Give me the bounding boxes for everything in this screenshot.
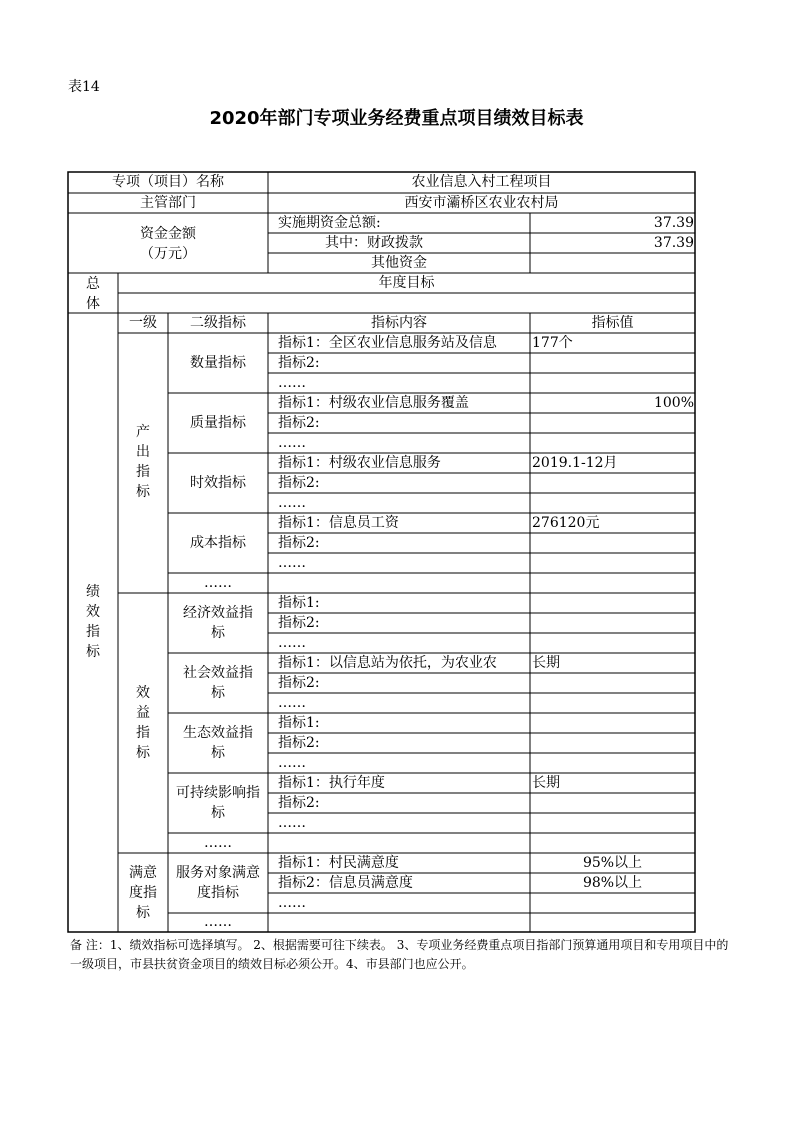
- project-name-label: 专项（项目）名称: [112, 174, 224, 190]
- cost-indicator-1: 指标1：信息员工资: [278, 515, 399, 531]
- timeliness-indicator-1: 指标1：村级农业信息服务: [278, 455, 441, 471]
- cost-indicator-2: 指标2:: [278, 535, 320, 551]
- service-indicator-2: 指标2：信息员满意度: [278, 875, 413, 891]
- table-number: 表14: [68, 79, 100, 95]
- fiscal-funds-value: 37.39: [653, 235, 694, 251]
- sustain-ellipsis: ……: [278, 815, 306, 831]
- social-indicator-label: 社会效益指标: [183, 665, 253, 701]
- economic-indicator-label: 经济效益指标: [183, 605, 253, 641]
- sustain-indicator-label: 可持续影响指标: [176, 785, 260, 821]
- timeliness-indicator-1-value: 2019.1-12月: [532, 455, 618, 471]
- cost-indicator-1-value: 276120元: [532, 515, 600, 531]
- social-indicator-2: 指标2:: [278, 675, 320, 691]
- total-funds-label: 实施期资金总额:: [278, 215, 381, 231]
- timeliness-indicator-label: 时效指标: [190, 475, 246, 491]
- satisfaction-indicators-label: 满意度指标: [129, 865, 157, 921]
- ecological-indicator-label: 生态效益指标: [183, 725, 253, 761]
- quality-indicator-1: 指标1：村级农业信息服务覆盖: [278, 395, 469, 411]
- benefit-indicators-label: 效益指标: [136, 685, 150, 761]
- service-indicator-1-value: 95%以上: [582, 855, 643, 871]
- timeliness-ellipsis: ……: [278, 495, 306, 511]
- sustain-indicator-1: 指标1：执行年度: [278, 775, 385, 791]
- economic-indicator-1: 指标1:: [278, 595, 320, 611]
- timeliness-indicator-2: 指标2:: [278, 475, 320, 491]
- col-level1: 一级: [129, 315, 157, 331]
- quantity-indicator-1-value: 177个: [532, 335, 573, 351]
- dept-label: 主管部门: [140, 195, 196, 211]
- benefit-ellipsis: ……: [204, 835, 232, 851]
- page-title: 2020年部门专项业务经费重点项目绩效目标表: [209, 108, 584, 129]
- cost-ellipsis: ……: [278, 555, 306, 571]
- quantity-indicator-2: 指标2:: [278, 355, 320, 371]
- service-ellipsis: ……: [278, 895, 306, 911]
- service-indicator-2-value: 98%以上: [582, 875, 643, 891]
- service-satisfaction-label: 服务对象满意度指标: [176, 865, 260, 901]
- output-indicators-label: 产出指标: [136, 424, 150, 500]
- sustain-indicator-1-value: 长期: [532, 775, 560, 791]
- sustain-indicator-2: 指标2:: [278, 795, 320, 811]
- fiscal-funds-label: 其中：财政拨款: [325, 235, 423, 251]
- col-level2: 二级指标: [190, 315, 246, 331]
- service-indicator-1: 指标1：村民满意度: [278, 855, 399, 871]
- project-name: 农业信息入村工程项目: [411, 174, 552, 190]
- annual-goal-label: 年度目标: [378, 275, 435, 291]
- funds-unit: （万元）: [140, 246, 196, 262]
- funds-label: 资金金额: [140, 226, 196, 242]
- satisfaction-ellipsis: ……: [204, 914, 232, 930]
- quantity-indicator-label: 数量指标: [190, 355, 246, 371]
- quantity-ellipsis: ……: [278, 375, 306, 391]
- quality-ellipsis: ……: [278, 435, 306, 451]
- economic-indicator-2: 指标2:: [278, 615, 320, 631]
- social-indicator-1: 指标1：以信息站为依托，为农业农: [278, 655, 497, 671]
- quality-indicator-1-value: 100%: [653, 395, 694, 411]
- overall-label: 总体: [86, 276, 100, 312]
- footnote: 备 注：1、绩效指标可选择填写。 2、根据需要可往下续表。 3、专项业务经费重点项目指部门预算通用项目和专用项目中的一级项目，市县扶贫资金项目的绩效目标必须公开。4、市县部门也应公开。: [70, 938, 729, 971]
- ecological-indicator-2: 指标2:: [278, 735, 320, 751]
- ecological-indicator-1: 指标1:: [278, 715, 320, 731]
- other-funds-label: 其他资金: [371, 255, 427, 271]
- cost-indicator-label: 成本指标: [190, 535, 246, 551]
- economic-ellipsis: ……: [278, 635, 306, 651]
- output-ellipsis: ……: [204, 575, 232, 591]
- col-value: 指标值: [591, 315, 634, 331]
- ecological-ellipsis: ……: [278, 755, 306, 771]
- quality-indicator-label: 质量指标: [190, 415, 246, 431]
- total-funds-value: 37.39: [653, 215, 694, 231]
- dept-name: 西安市灞桥区农业农村局: [404, 195, 559, 211]
- quality-indicator-2: 指标2:: [278, 415, 320, 431]
- social-indicator-1-value: 长期: [532, 655, 560, 671]
- quantity-indicator-1: 指标1：全区农业信息服务站及信息: [278, 335, 497, 351]
- social-ellipsis: ……: [278, 695, 306, 711]
- indicators-side-label: 绩效指标: [86, 584, 100, 660]
- col-content: 指标内容: [371, 315, 427, 331]
